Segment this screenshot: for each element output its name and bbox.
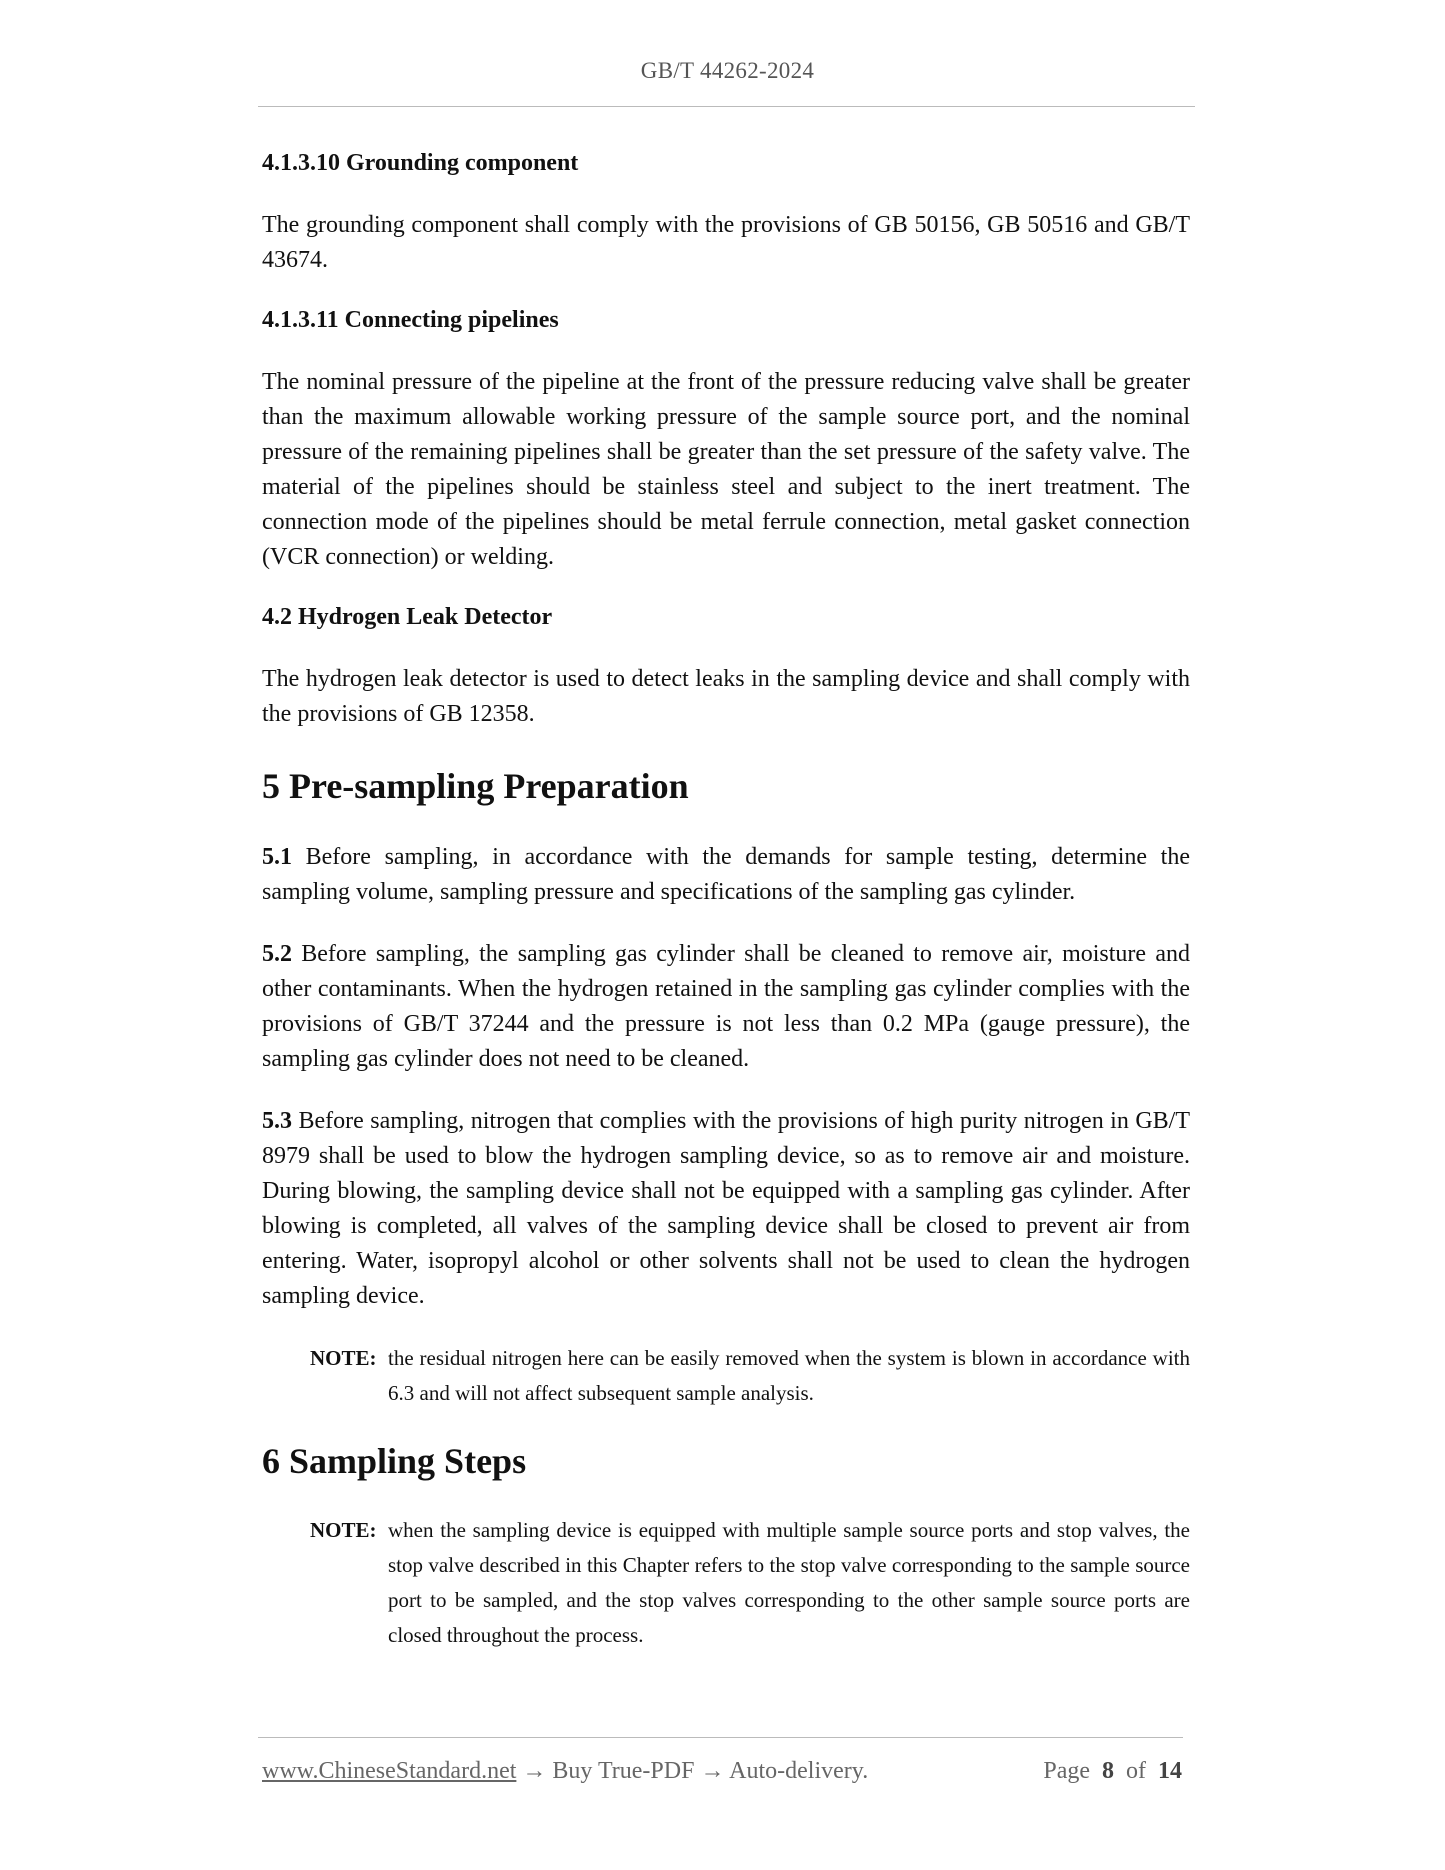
paragraph-connecting-pipelines: The nominal pressure of the pipeline at the front of the pressure reducing valve shall be greater than the maximum allowable working pressure of the sample source port, and the nominal pressure of the remaining pipelines shall be greater than the set pressure of the safety valve. The material of the pipelines should be stainless steel and subject to the inert treatment. The connection mode of the pipelines should be metal ferrule connection, metal gasket connection (VCR connection) or welding.	[262, 369, 1190, 570]
page-current: 8	[1102, 1758, 1114, 1784]
page-footer	[262, 1758, 1182, 1785]
heading-section-6: 6 Sampling Steps	[262, 1441, 527, 1481]
page-label: Page	[1043, 1758, 1090, 1784]
note-6	[310, 1513, 1190, 1653]
arrow-right-icon: →	[700, 1758, 725, 1784]
clause-text-5-3: Before sampling, nitrogen that complies with the provisions of high purity nitrogen in GB/T 8979 shall be used to blow the hydrogen sampling device, so as to remove air and moisture. During blowing, the sampling device shall not be equipped with a sampling gas cylinder. After blowing is completed, all valves of the sampling device shall be closed to prevent air from entering. Water, isopropyl alcohol or other solvents shall not be used to clean the hydrogen sampling device.	[262, 1108, 1190, 1309]
clause-text-5-1: Before sampling, in accordance with the demands for sample testing, determine the sampling volume, sampling pressure and specifications of the sampling gas cylinder.	[262, 844, 1190, 905]
heading-4-2: 4.2 Hydrogen Leak Detector	[262, 604, 553, 630]
note-label: NOTE:	[310, 1346, 377, 1370]
note-text: the residual nitrogen here can be easily removed when the system is blown in accordance with 6.3 and will not affect subsequent sample analysis.	[388, 1346, 1190, 1405]
heading-4-1-3-11: 4.1.3.11 Connecting pipelines	[262, 307, 559, 333]
page-header-standard-code: GB/T 44262-2024	[640, 58, 815, 83]
buy-true-pdf-text: Buy True-PDF	[552, 1758, 695, 1784]
page-number	[1043, 1758, 1182, 1785]
paragraph-hydrogen-leak-detector: The hydrogen leak detector is used to detect leaks in the sampling device and shall comply with the provisions of GB 12358.	[262, 666, 1190, 727]
auto-delivery-text: Auto-delivery.	[729, 1758, 869, 1784]
clause-text-5-2: Before sampling, the sampling gas cylinder shall be cleaned to remove air, moisture and other contaminants. When the hydrogen retained in the sampling gas cylinder complies with the provisions of GB/T 37244 and the pressure is not less than 0.2 MPa (gauge pressure), the sampling gas cylinder does not need to be cleaned.	[262, 941, 1190, 1072]
note-label: NOTE:	[310, 1518, 377, 1542]
note-text: when the sampling device is equipped with multiple sample source ports and stop valves, the stop valve described in this Chapter refers to the stop valve corresponding to the sample source port to be sampled, and the stop valves corresponding to the other sample source ports are closed throughout the process.	[388, 1518, 1190, 1647]
paragraph-5-2	[262, 937, 1190, 1077]
footer-divider	[258, 1737, 1183, 1738]
document-body	[262, 148, 1190, 1678]
clause-number-5-2: 5.2	[262, 941, 292, 967]
page-total: 14	[1158, 1758, 1182, 1784]
chinesestandard-link[interactable]: www.ChineseStandard.net	[262, 1758, 517, 1784]
note-5-3	[310, 1341, 1190, 1411]
page-of-label: of	[1126, 1758, 1146, 1784]
header-divider	[258, 106, 1195, 107]
clause-number-5-3: 5.3	[262, 1108, 292, 1134]
paragraph-5-3	[262, 1104, 1190, 1314]
arrow-right-icon: →	[522, 1758, 547, 1784]
paragraph-5-1	[262, 840, 1190, 910]
clause-number-5-1: 5.1	[262, 844, 292, 870]
heading-section-5: 5 Pre-sampling Preparation	[262, 766, 689, 806]
heading-4-1-3-10: 4.1.3.10 Grounding component	[262, 150, 579, 176]
paragraph-grounding-component: The grounding component shall comply with the provisions of GB 50156, GB 50516 and GB/T 43674.	[262, 212, 1190, 273]
